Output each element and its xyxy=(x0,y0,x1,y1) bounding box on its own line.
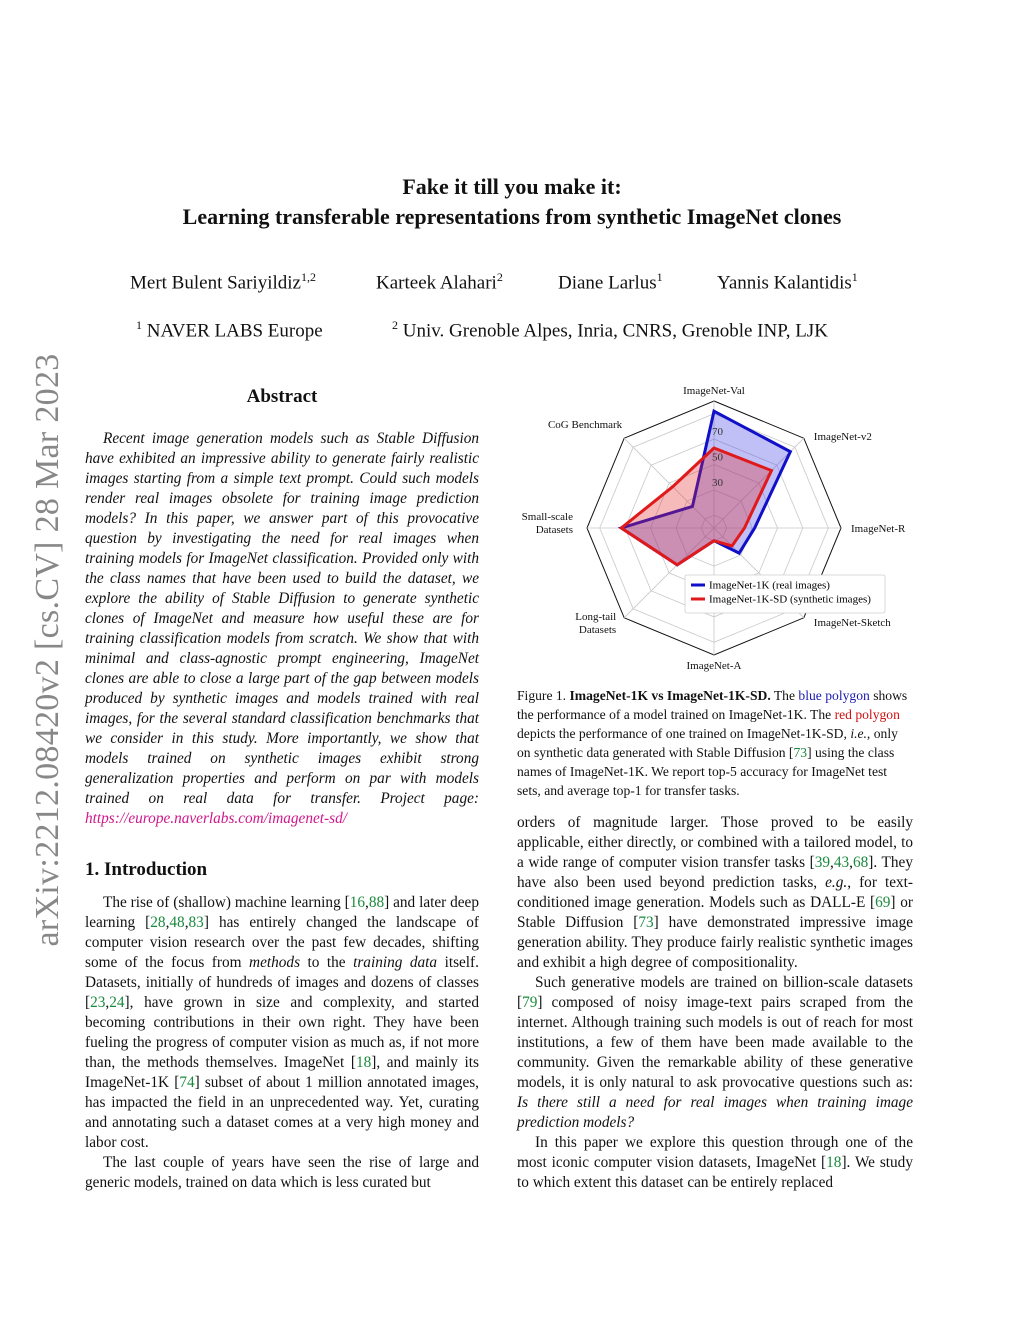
ring-label: 50 xyxy=(712,451,723,464)
paper-title-line-2: Learning transferable representations from synthetic ImageNet clones xyxy=(182,204,842,229)
legend-label-synthetic: ImageNet-1K-SD (synthetic images) xyxy=(709,593,871,606)
arxiv-stamp xyxy=(20,330,76,970)
intro-paragraph-3: orders of magnitude larger. Those proved to be easily applicable, either directly, or combined with a tailored model, to a wide range of computer vision transfer tasks [39,43,68]. They have also been used beyond prediction tasks, e.g., for text-conditioned image generation. Models such as DALL-E [69] or Stable Diffusion [73] have demonstrated impressive image generation ability. They produce fairly realistic synthetic images and exhibit a high degree of compositionality. xyxy=(517,814,914,971)
project-page-link[interactable]: https://europe.naverlabs.com/imagenet-sd/ xyxy=(85,810,347,827)
legend-label-real: ImageNet-1K (real images) xyxy=(709,579,830,592)
paper-title-line-1: Fake it till you make it: xyxy=(402,174,622,199)
figure-1 xyxy=(515,385,925,681)
axis-label: Small-scale Datasets xyxy=(521,511,573,536)
axis-label: ImageNet-R xyxy=(851,523,906,535)
intro-right-column xyxy=(517,813,913,1193)
axis-label: CoG Benchmark xyxy=(547,419,623,432)
ring-label: 70 xyxy=(712,426,723,439)
axis-label: ImageNet-Val xyxy=(683,385,745,397)
arxiv-id: arXiv:2212.08420v2 [cs.CV] 28 Mar 2023 xyxy=(29,353,66,947)
abstract-heading: Abstract xyxy=(246,386,318,407)
axis-label: ImageNet-A xyxy=(686,660,742,672)
author-3: Diane Larlus$^1$ xyxy=(558,270,663,294)
intro-paragraph-5: In this paper we explore this question through one of the most iconic computer vision datasets, ImageNet [18]. We study to which extent this dataset can be entirely replaced xyxy=(517,1134,913,1191)
chart-legend xyxy=(685,575,885,613)
axis-label: ImageNet-v2 xyxy=(813,431,872,444)
abstract-body xyxy=(85,429,479,829)
figure-caption: Figure 1. ImageNet-1K vs ImageNet-1K-SD. The blue polygon shows the performance of a model trained on ImageNet-1K. The red polygon depicts the performance of one trained on ImageNet-1K-SD, i.e., only on synthetic data generated with Stable Diffusion [73] using the class names of ImageNet-1K. We report top-5 accuracy for ImageNet test sets, and average top-1 for transfer tasks. xyxy=(517,688,908,798)
intro-paragraph-4: Such generative models are trained on billion-scale datasets [79] composed of noisy image-text pairs scraped from the internet. Although training such models is out of reach for most institutions, a few of them have been made available to the community. Given the remarkable ability of these generative models, it is only natural to ask provocative questions such as: Is there still a need for real images when training image prediction models? xyxy=(517,974,913,1131)
affiliation-2: $^2$ Univ. Grenoble Alpes, Inria, CNRS, Grenoble INP, LJK xyxy=(392,318,828,342)
affiliation-1: $^1$ NAVER LABS Europe xyxy=(136,318,323,342)
radar-chart xyxy=(515,385,925,681)
author-4: Yannis Kalantidis$^1$ xyxy=(717,270,858,294)
axis-label: ImageNet-Sketch xyxy=(813,616,891,629)
intro-paragraph-2: The last couple of years have seen the rise of large and generic models, trained on data which is less curated but xyxy=(85,1154,479,1191)
author-1: Mert Bulent Sariyildiz$^{1,2}$ xyxy=(130,270,316,294)
axis-label: Long-tail Datasets xyxy=(575,610,617,636)
intro-paragraph-1: The rise of (shallow) machine learning [16,88] and later deep learning [28,48,83] has entirely changed the landscape of computer vision research over the past few decades, shifting some of the focus from methods to the training data itself. Datasets, initially of hundreds of images and dozens of classes [23,24], have grown in size and complexity, and started becoming contributions in their own right. They have been fueling the progress of computer vision as much as, if not more than, the methods themselves. ImageNet [18], and mainly its ImageNet-1K [74] subset of about 1 million annotated images, has impacted the field in an unprecedented way. Yet, curating and annotating such a dataset comes at a very high money and labor cost. xyxy=(85,894,480,1151)
abstract-text: Recent image generation models such as Stable Diffusion have exhibited an impressive ability to generate fairly realistic images starting from a simple text prompt. Could such models render real images obsolete for training image prediction models? In this paper, we answer part of this provocative question by investigating the need for real images when training models for ImageNet classification. Provided only with the class names that have been used to build the dataset, we explore the ability of Stable Diffusion to generate synthetic clones of ImageNet and measure how useful these are for training classification models from scratch. We show that with minimal and class-agnostic prompt engineering, ImageNet clones are able to close a large part of the gap between models produced by synthetic images and models trained with real images, for the several standard classification benchmarks that we consider in this study. More importantly, we show that models trained on synthetic images exhibit strong generalization properties and perform on par with models trained on real data for transfer. Project page: https://europe.naverlabs.com/imagenet-sd/ xyxy=(85,430,479,827)
author-2: Karteek Alahari$^2$ xyxy=(376,270,503,294)
ring-label: 30 xyxy=(712,476,723,489)
introduction-heading: 1. Introduction xyxy=(85,859,208,880)
series-polygon-synthetic xyxy=(621,448,771,565)
intro-left-column xyxy=(85,893,479,1193)
